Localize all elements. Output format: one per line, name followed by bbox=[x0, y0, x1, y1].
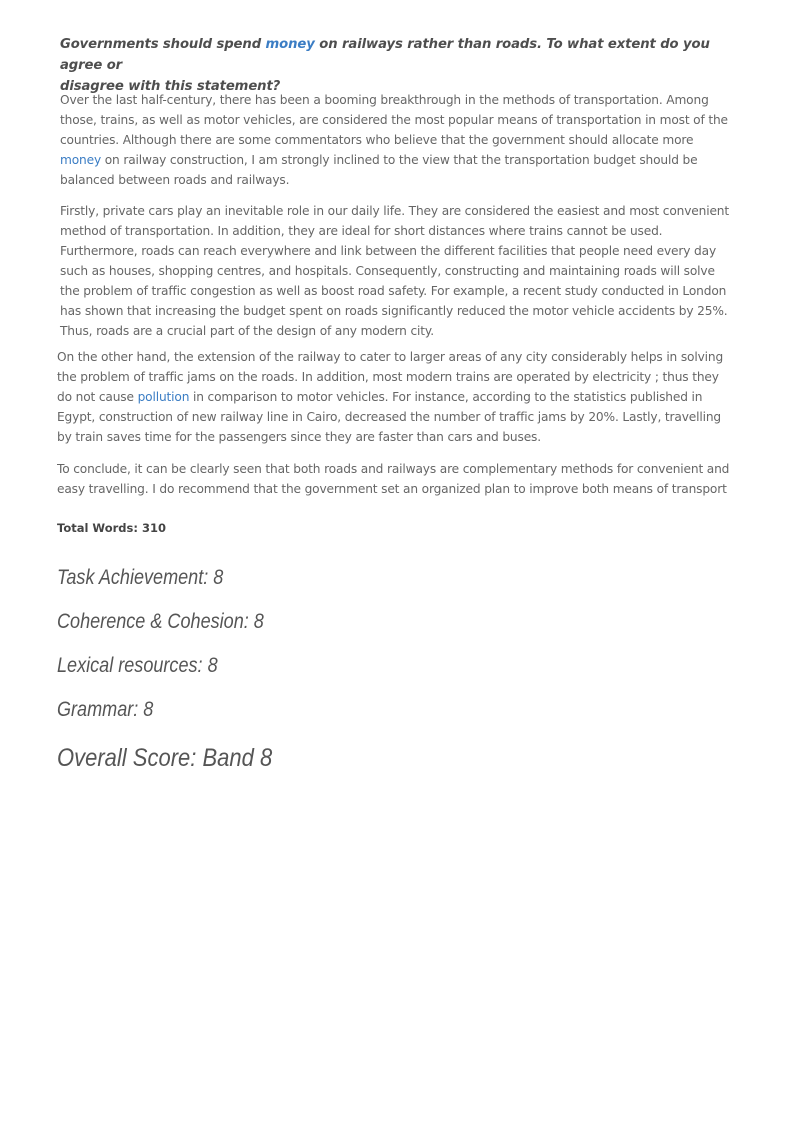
question-text-line2: disagree with this statement? bbox=[60, 79, 281, 94]
intro-line: Over the last half-century, there has been a booming breakthrough in the methods of transportation. Among bbox=[60, 93, 709, 107]
question-text-end: on railways rather than roads. To what extent do you agree or bbox=[60, 37, 710, 73]
body1-line: such as houses, shopping centres, and hospitals. Consequently, constructing and maintaining roads will solve bbox=[60, 264, 715, 278]
task-achievement-score: Task Achievement: 8 bbox=[57, 566, 224, 589]
intro-line: those, trains, as well as motor vehicles, are considered the most popular means of transportation in most of the bbox=[60, 113, 728, 127]
body2-line: On the other hand, the extension of the railway to cater to larger areas of any city considerably helps in solving bbox=[57, 350, 724, 364]
grammar-score: Grammar: 8 bbox=[57, 698, 154, 721]
conclusion-line: To conclude, it can be clearly seen that both roads and railways are complementary methods for convenient and bbox=[57, 462, 730, 476]
intro-paragraph bbox=[60, 90, 750, 190]
intro-line: balanced between roads and railways. bbox=[60, 173, 290, 187]
conclusion-paragraph bbox=[57, 459, 741, 499]
body1-line: method of transportation. In addition, they are ideal for short distances where trains cannot be used. bbox=[60, 224, 663, 238]
body1-line: has shown that increasing the budget spent on roads significantly reduced the motor vehicle accidents by 25%. bbox=[60, 304, 728, 318]
coherence-cohesion-score: Coherence & Cohesion: 8 bbox=[57, 610, 264, 633]
conclusion-line: easy travelling. I do recommend that the government set an organized plan to improve both means of transport bbox=[57, 482, 727, 496]
money-link[interactable]: money bbox=[265, 37, 315, 52]
essay-question bbox=[60, 34, 750, 97]
overall-score: Overall Score: Band 8 bbox=[57, 744, 273, 772]
question-text-start: Governments should spend bbox=[60, 37, 266, 52]
body1-line: Firstly, private cars play an inevitable role in our daily life. They are considered the easiest and most convenient bbox=[60, 204, 729, 218]
body2-line-text: in comparison to motor vehicles. For instance, according to the statistics published in bbox=[189, 390, 703, 404]
body1-line: Thus, roads are a crucial part of the design of any modern city. bbox=[60, 324, 434, 338]
body2-line: by train saves time for the passengers since they are faster than cars and buses. bbox=[57, 430, 541, 444]
body-paragraph-2 bbox=[57, 347, 747, 447]
intro-line-text: on railway construction, I am strongly inclined to the view that the transportation budget should be bbox=[101, 153, 698, 167]
body2-line: Egypt, construction of new railway line in Cairo, decreased the number of traffic jams by 20%. Lastly, travelling bbox=[57, 410, 722, 424]
body2-line: the problem of traffic jams on the roads. In addition, most modern trains are operated by electricity ; thus they bbox=[57, 370, 719, 384]
body-paragraph-1 bbox=[60, 201, 750, 341]
body1-line: Furthermore, roads can reach everywhere and link between the different facilities that people need every day bbox=[60, 244, 717, 258]
body1-line: the problem of traffic congestion as well as boost road safety. For example, a recent study conducted in London bbox=[60, 284, 727, 298]
money-link[interactable]: money bbox=[60, 153, 102, 167]
intro-line: countries. Although there are some commentators who believe that the government should allocate more bbox=[60, 133, 694, 147]
lexical-resources-score: Lexical resources: 8 bbox=[57, 654, 218, 677]
intro-line bbox=[60, 150, 750, 170]
body2-line bbox=[57, 387, 747, 407]
total-words: Total Words: 310 bbox=[57, 521, 166, 535]
pollution-link[interactable]: pollution bbox=[137, 390, 190, 404]
body2-line-text: do not cause bbox=[57, 390, 138, 404]
